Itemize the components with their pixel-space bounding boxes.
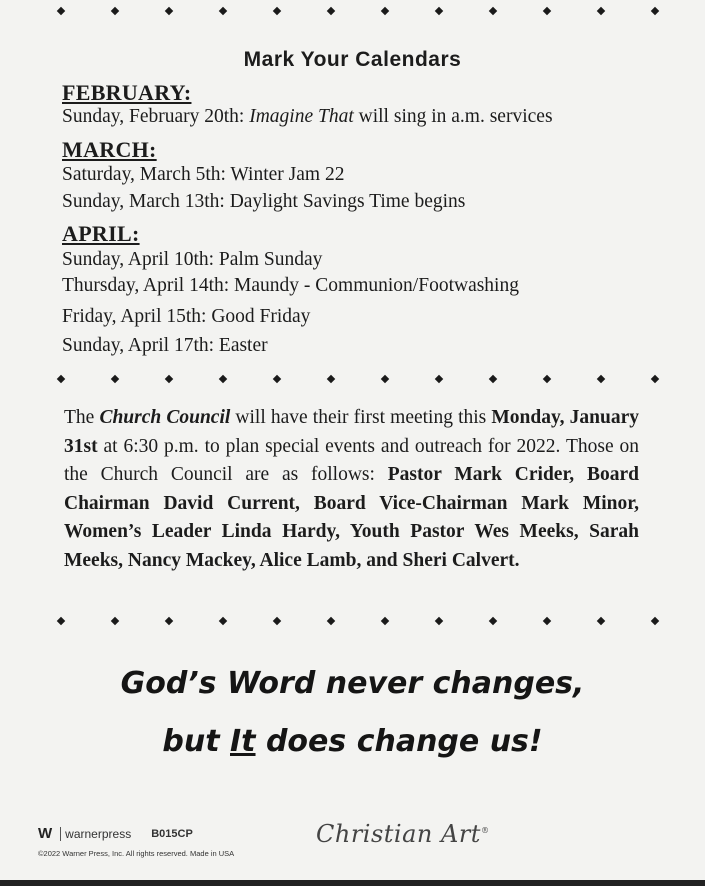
event-march-13: Sunday, March 13th: Daylight Savings Time begins [62,191,466,212]
diamond-divider-top [58,8,658,14]
brand-name: warnerpress [65,826,132,841]
page-title: Mark Your Calendars [243,48,462,71]
slogan-line-1: God’s Word never changes, [120,666,585,701]
event-april-14: Thursday, April 14th: Maundy - Communion/Footwashing [62,275,519,296]
page-edge [0,880,705,886]
diamond-divider-bottom [58,618,658,624]
diamond-divider-middle [58,376,658,382]
choir-name: Imagine That [249,106,354,127]
event-february-20: Sunday, February 20th: Imagine That will sing in a.m. services [62,106,553,127]
council-members: Pastor Mark Crider, Board Chairman David Current, Board Vice-Chairman Mark Minor, Women’s Leader Linda Hardy, Youth Pastor Wes Meeks, Sarah Meeks, Nancy Mackey, Alice Lamb, and Sheri Calvert. [64,464,639,571]
month-heading-april: APRIL: [62,221,140,246]
meeting-date: Monday, January 31st [64,407,639,457]
event-april-15: Friday, April 15th: Good Friday [62,306,311,327]
christian-art-logo: Christian Art® [316,820,490,848]
copyright: ©2022 Warner Press, Inc. All rights reserved. Made in USA [38,849,235,858]
slogan-line-2: but It does change us! [162,724,543,759]
month-heading-march: MARCH: [62,137,157,162]
month-heading-february: FEBRUARY: [62,80,192,105]
warner-press-brand [38,825,193,842]
event-april-17: Sunday, April 17th: Easter [62,335,268,356]
church-council-announcement: The Church Council will have their first meeting this Monday, January 31st at 6:30 p.m. to plan special events and outreach for 2022. Those on the Church Council are as follows: Pastor Mark Crider, Board Chairman David Current, Board Vice-Chairman Mark Minor, Women’s Leader Linda Hardy, Youth Pastor Wes Meeks, Sarah Meeks, Nancy Mackey, Alice Lamb, and Sheri Calvert. [64,407,639,571]
church-council-name: Church Council [99,407,231,428]
event-april-10: Sunday, April 10th: Palm Sunday [62,249,323,270]
warner-press-logo-icon: W [38,825,53,842]
product-code: B015CP [151,827,193,840]
event-march-5: Saturday, March 5th: Winter Jam 22 [62,164,345,185]
